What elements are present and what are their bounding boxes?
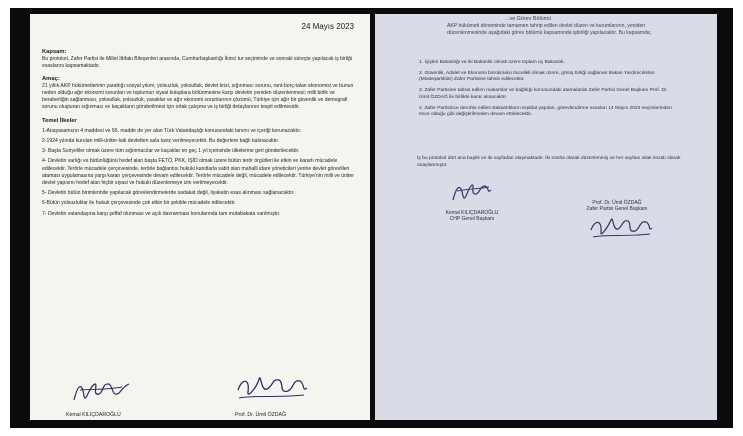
signatory-title: CHP Genel Başkanı [449, 216, 495, 223]
signatory-name-1: Kemal KILIÇDAROĞLU [66, 412, 121, 418]
signatory-title: Zafer Partisi Genel Başkanı [586, 206, 648, 213]
protocol-page-2 [375, 14, 717, 420]
protocol-note: İş bu protokol dört ana başlık ve iki sayfadan oluşmaktadır. İki nüsha olarak düzenlenmiş ve her sayfası ıslak imzalı olarak onaylanmıştır. [417, 156, 681, 168]
duties-list [419, 56, 677, 119]
signature-kilicdaroglu-page-2 [447, 176, 495, 210]
principle-item: 7- Devletin vatandaşına karşı şeffaf olunması ve açık davranması konularında tam mutabakata varılmıştır. [42, 210, 281, 217]
page-2-header [447, 16, 677, 36]
signature-ozdag-page-2 [585, 210, 657, 245]
signature-kilicdaroglu [64, 374, 144, 410]
purpose-heading: Amaç: [42, 75, 60, 82]
duty-item: 3. Zafer Partisine tahsis edilen makamlar ve bağlılığı konusundaki atamalarda Zafer Partisi Genel Başkanı Prof. Dr. Ümit ÖZDAĞ ile birlikte karar alınacaktır. [419, 88, 668, 100]
duty-item: 1. İçişleri Bakanlığı ve iki Bakanlık olmak üzere toplam üç Bakanlık, [419, 60, 565, 65]
purpose-text: 21 yıllık AKP hükümetlerinin yarattığı sosyal yıkım, yolsuzluk, yoksulluk, devlet krizi, sığınmacı sorunu, rant-borç-talan ekonomisi ve bunun neden olduğu ağır ekonomi sorunları ve toplumun siyasi kutuplara bölünmesine karşı devletin yeniden düzenlenmesi; milli birlik ve beraberliğin sağlanması, yoksulluk, yolsuzluk, yasaklar ve ağır ekonomi sorunlarının çözümü, Türkiye için ağır bir güvenlik ve demografi sorunu oluşturan sığınmacı ve kaçakların gönderilmesi için ortak çalışma ve iş birliği detaylarının tespit edilmesidir. [42, 82, 354, 111]
document-date: 24 Mayıs 2023 [301, 22, 354, 31]
duty-item: 2. Güvenlik, Adalet ve Ekonomi bürokrasisi öncelikli olmak üzere, görüş birliği sağlanan Bakan Yardımcılıkları (Müsteşarlıklar) Zafer Partisine tahsis edilecektir. [419, 70, 655, 83]
scope-heading: Kapsam: [42, 49, 67, 55]
duty-item: 4. Zafer Partisince deruhte edilen Bakanlıkların teşkilat yapıları, görevlendirme esasları 14 Mayıs 2023 seçimlerinden önce olduğu gibi değiştirilmeden devam ettirilecektir. [419, 105, 672, 118]
page-2-signatory-1 [417, 210, 527, 223]
scope-text: Bu protokol, Zafer Partisi ile Millet İttifakı Bileşenleri arasında, Cumhurbaşkanlığı İkinci tur seçiminde ve sonraki süreçte yapılacak iş birliği esaslarını kapsamaktadır. [42, 56, 352, 70]
principle-item: 1-Anayasamızın 4 maddesi ve 66. madde de yer alan Türk Vatandaşlığı konusundaki tanımı ve içeriği korunacaktır. [42, 127, 302, 134]
protocol-page-1 [30, 14, 370, 420]
page-2-heading-fragment: ...ve Görev Bölümü [505, 16, 552, 22]
principles-heading: Temel İlkeler [42, 117, 77, 124]
signatory-name: Prof. Dr. Ümit ÖZDAĞ [592, 200, 642, 206]
principle-item: 2-1924 yılında kurulan milli-üniter-laik devletten asla taviz verilmeyecektir. Bu değerlere bağlı kalınacaktır. [42, 138, 280, 145]
page-1-content [42, 46, 360, 218]
principle-item: 6-Bütün yolsuzluklar ile hukuk çerçevesinde çok etkin bir şekilde mücadele edilecektir. [42, 200, 236, 207]
principle-item: 4- Devletin varlığı ve bütünlüğünü hedef alan başta FETÖ, PKK, IŞİD olmak üzere bütün terör örgütleri ile etkin ve kararlı mücadele edilecektir. Terörle mücadele çerçevesinde, terörle bağlantısı hukuki kanıtlarla sabit olan mahalli idare yöneticileri yerine devlet görevlileri ataması uygulamasına yargı kararı çerçevesinde devam edilecektir. Terörle mücadele değil, mücadele edilecektir. Türkiye'nin milli ve üniter devlet yapısını hedef alan hiçbir siyasi ve hukuki düzenlemeye izin verilmeyecektir. [42, 158, 354, 187]
page-2-intro: AKP hükümeti döneminde tamamen tahrip edilen devlet düzen ve kurumlarının, yeniden düzenlenmesinde aşağıdaki görev bölümü kapsamında işbirliği yapılacaktır. Bu kapsamda; [447, 22, 652, 36]
signatory-name-2: Prof. Dr. Ümit ÖZDAĞ [235, 412, 287, 418]
signatory-name: Kemal KILIÇDAROĞLU [445, 210, 499, 216]
principle-item: 3- Başta Suriyeliler olmak üzere tüm sığınmacılar ve kaçaklar en geç 1 yıl içerisinde ülkelerine geri gönderilecektir. [42, 148, 300, 155]
principles-list [42, 128, 360, 218]
signature-ozdag [230, 368, 312, 408]
principle-item: 5- Devletin bütün birimlerinde yapılacak görevlendirmelerde sadakat değil, liyakatin esas alınması sağlanacaktır. [42, 190, 295, 197]
